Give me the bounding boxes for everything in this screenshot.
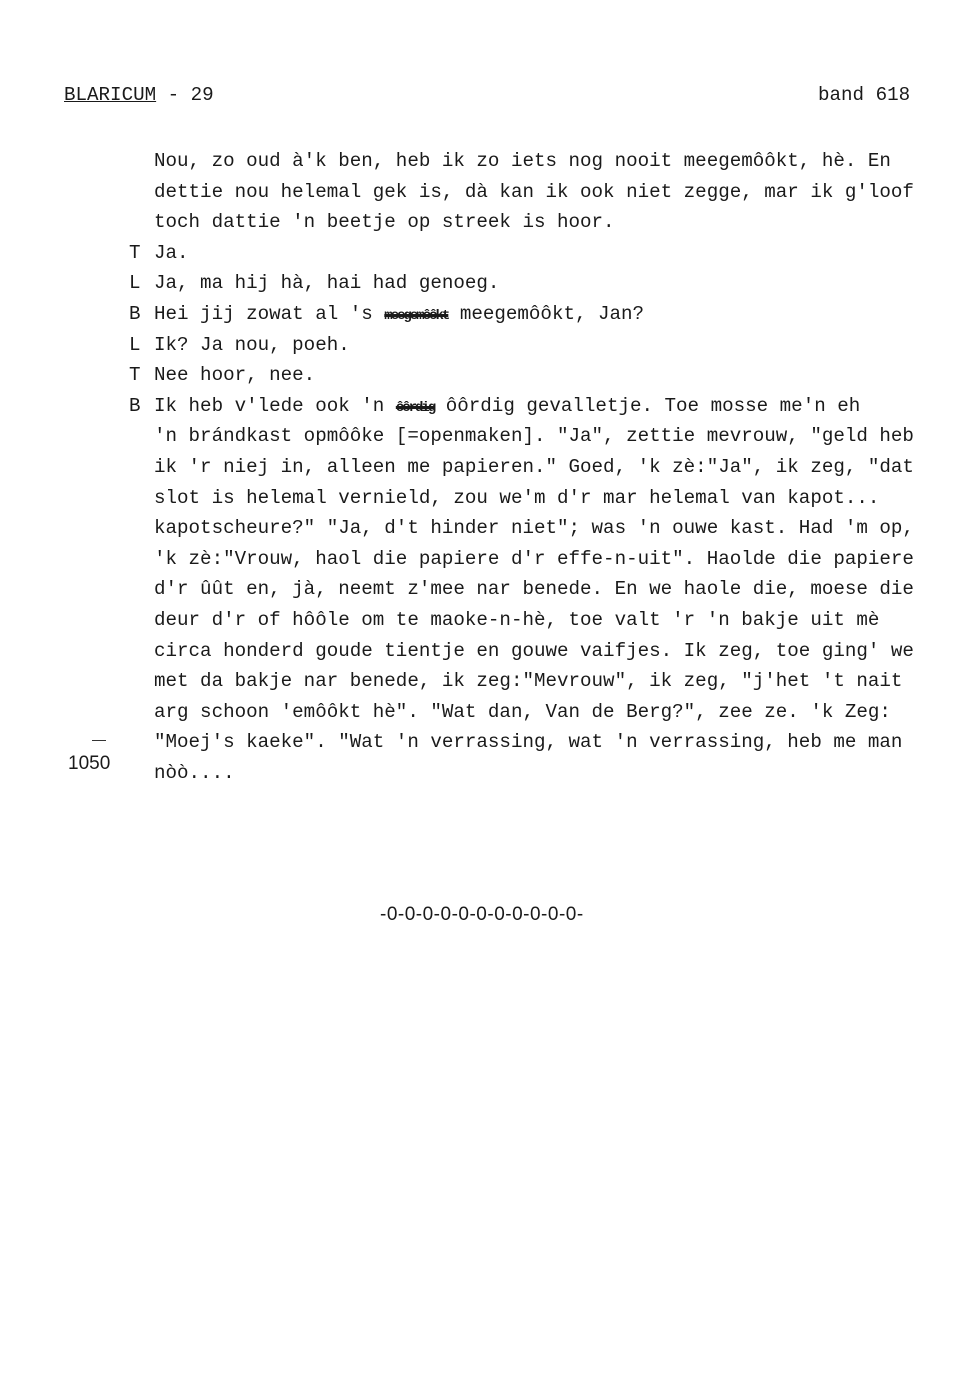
line-text: toch dattie 'n beetje op streek is hoor. xyxy=(154,211,615,234)
line-text: nòò.... xyxy=(154,761,235,784)
speaker-label: B xyxy=(129,302,141,325)
line-text: 'n brándkast opmôôke [=openmaken]. "Ja", zettie mevrouw, "geld heb xyxy=(154,425,914,448)
transcript-line xyxy=(0,146,966,177)
band-label: band 618 xyxy=(818,84,911,106)
line-text: deur d'r of hôôle om te maoke-n-hè, toe valt 'r 'n bakje uit mè xyxy=(154,608,880,631)
page-number: 29 xyxy=(190,84,214,106)
place-name: BLARICUM xyxy=(64,84,157,106)
transcript-line xyxy=(0,758,966,789)
line-text: arg schoon 'emôôkt hè". "Wat dan, Van de Berg?", zee ze. 'k Zeg: xyxy=(154,700,891,723)
header-separator: - xyxy=(156,84,191,106)
line-text: dettie nou helemal gek is, dà kan ik ook niet zegge, mar ik g'loof xyxy=(154,180,914,203)
line-text-pre: Ik heb v'lede ook 'n xyxy=(154,394,396,417)
line-text-post: ôôrdig gevalletje. Toe mosse me'n eh xyxy=(434,394,861,417)
line-text: Nou, zo oud à'k ben, heb ik zo iets nog nooit meegemôôkt, hè. En xyxy=(154,150,891,172)
line-text: circa honderd goude tientje en gouwe vaifjes. Ik zeg, toe ging' we xyxy=(154,639,914,662)
transcript-line xyxy=(0,391,966,422)
transcript-line xyxy=(0,330,966,361)
transcript-line xyxy=(0,513,966,544)
line-text xyxy=(154,299,644,332)
speaker-label: T xyxy=(129,241,141,264)
transcript-line xyxy=(0,483,966,514)
transcript-line xyxy=(0,605,966,636)
line-number: 1050 xyxy=(68,753,111,774)
transcript-line xyxy=(0,177,966,208)
line-text-pre: Hei jij zowat al 's xyxy=(154,302,385,325)
transcript-line xyxy=(0,421,966,452)
transcript-line xyxy=(0,299,966,330)
line-text: Ja. xyxy=(154,241,189,264)
line-text: d'r ûût en, jà, neemt z'mee nar benede. En we haole die, moese die xyxy=(154,578,914,601)
transcript-line xyxy=(0,727,966,758)
line-text: Nee hoor, nee. xyxy=(154,364,316,387)
transcript-line xyxy=(0,636,966,667)
struck-out-word: ôôrdig xyxy=(395,399,435,416)
line-text: Ik? Ja nou, poeh. xyxy=(154,333,350,356)
transcript-line xyxy=(0,238,966,269)
line-text: "Moej's kaeke". "Wat 'n verrassing, wat 'n verrassing, heb me man xyxy=(154,731,903,754)
transcript-line xyxy=(0,697,966,728)
speaker-label: B xyxy=(129,394,141,417)
line-text: ik 'r niej in, alleen me papieren." Goed, 'k zè:"Ja", ik zeg, "dat xyxy=(154,455,914,478)
line-text-post: meegemôôkt, Jan? xyxy=(448,302,645,325)
transcript-line xyxy=(0,574,966,605)
transcript xyxy=(0,146,966,788)
line-text: 'k zè:"Vrouw, haol die papiere d'r effe-n-uit". Haolde die papiere xyxy=(154,547,914,570)
speaker-label: L xyxy=(129,272,141,295)
line-number-tick xyxy=(92,740,106,741)
line-text: slot is helemal vernield, zou we'm d'r mar helemal van kapot... xyxy=(154,486,880,509)
line-text: kapotscheure?" "Ja, d't hinder niet"; was 'n ouwe kast. Had 'm op, xyxy=(154,517,914,540)
speaker-label: T xyxy=(129,364,141,387)
line-text xyxy=(154,391,860,424)
transcript-line xyxy=(0,268,966,299)
struck-out-word: meegemôôkt xyxy=(384,307,449,324)
transcript-line xyxy=(0,207,966,238)
end-divider: -0-0-0-0-0-0-0-0-0-0-0- xyxy=(380,904,584,925)
line-text: Ja, ma hij hà, hai had genoeg. xyxy=(154,272,500,295)
transcript-line xyxy=(0,544,966,575)
page-header-left xyxy=(64,84,214,106)
transcript-line xyxy=(0,360,966,391)
transcript-line xyxy=(0,452,966,483)
line-text: met da bakje nar benede, ik zeg:"Mevrouw", ik zeg, "j'het 't nait xyxy=(154,670,903,693)
transcript-line xyxy=(0,666,966,697)
speaker-label: L xyxy=(129,333,141,356)
